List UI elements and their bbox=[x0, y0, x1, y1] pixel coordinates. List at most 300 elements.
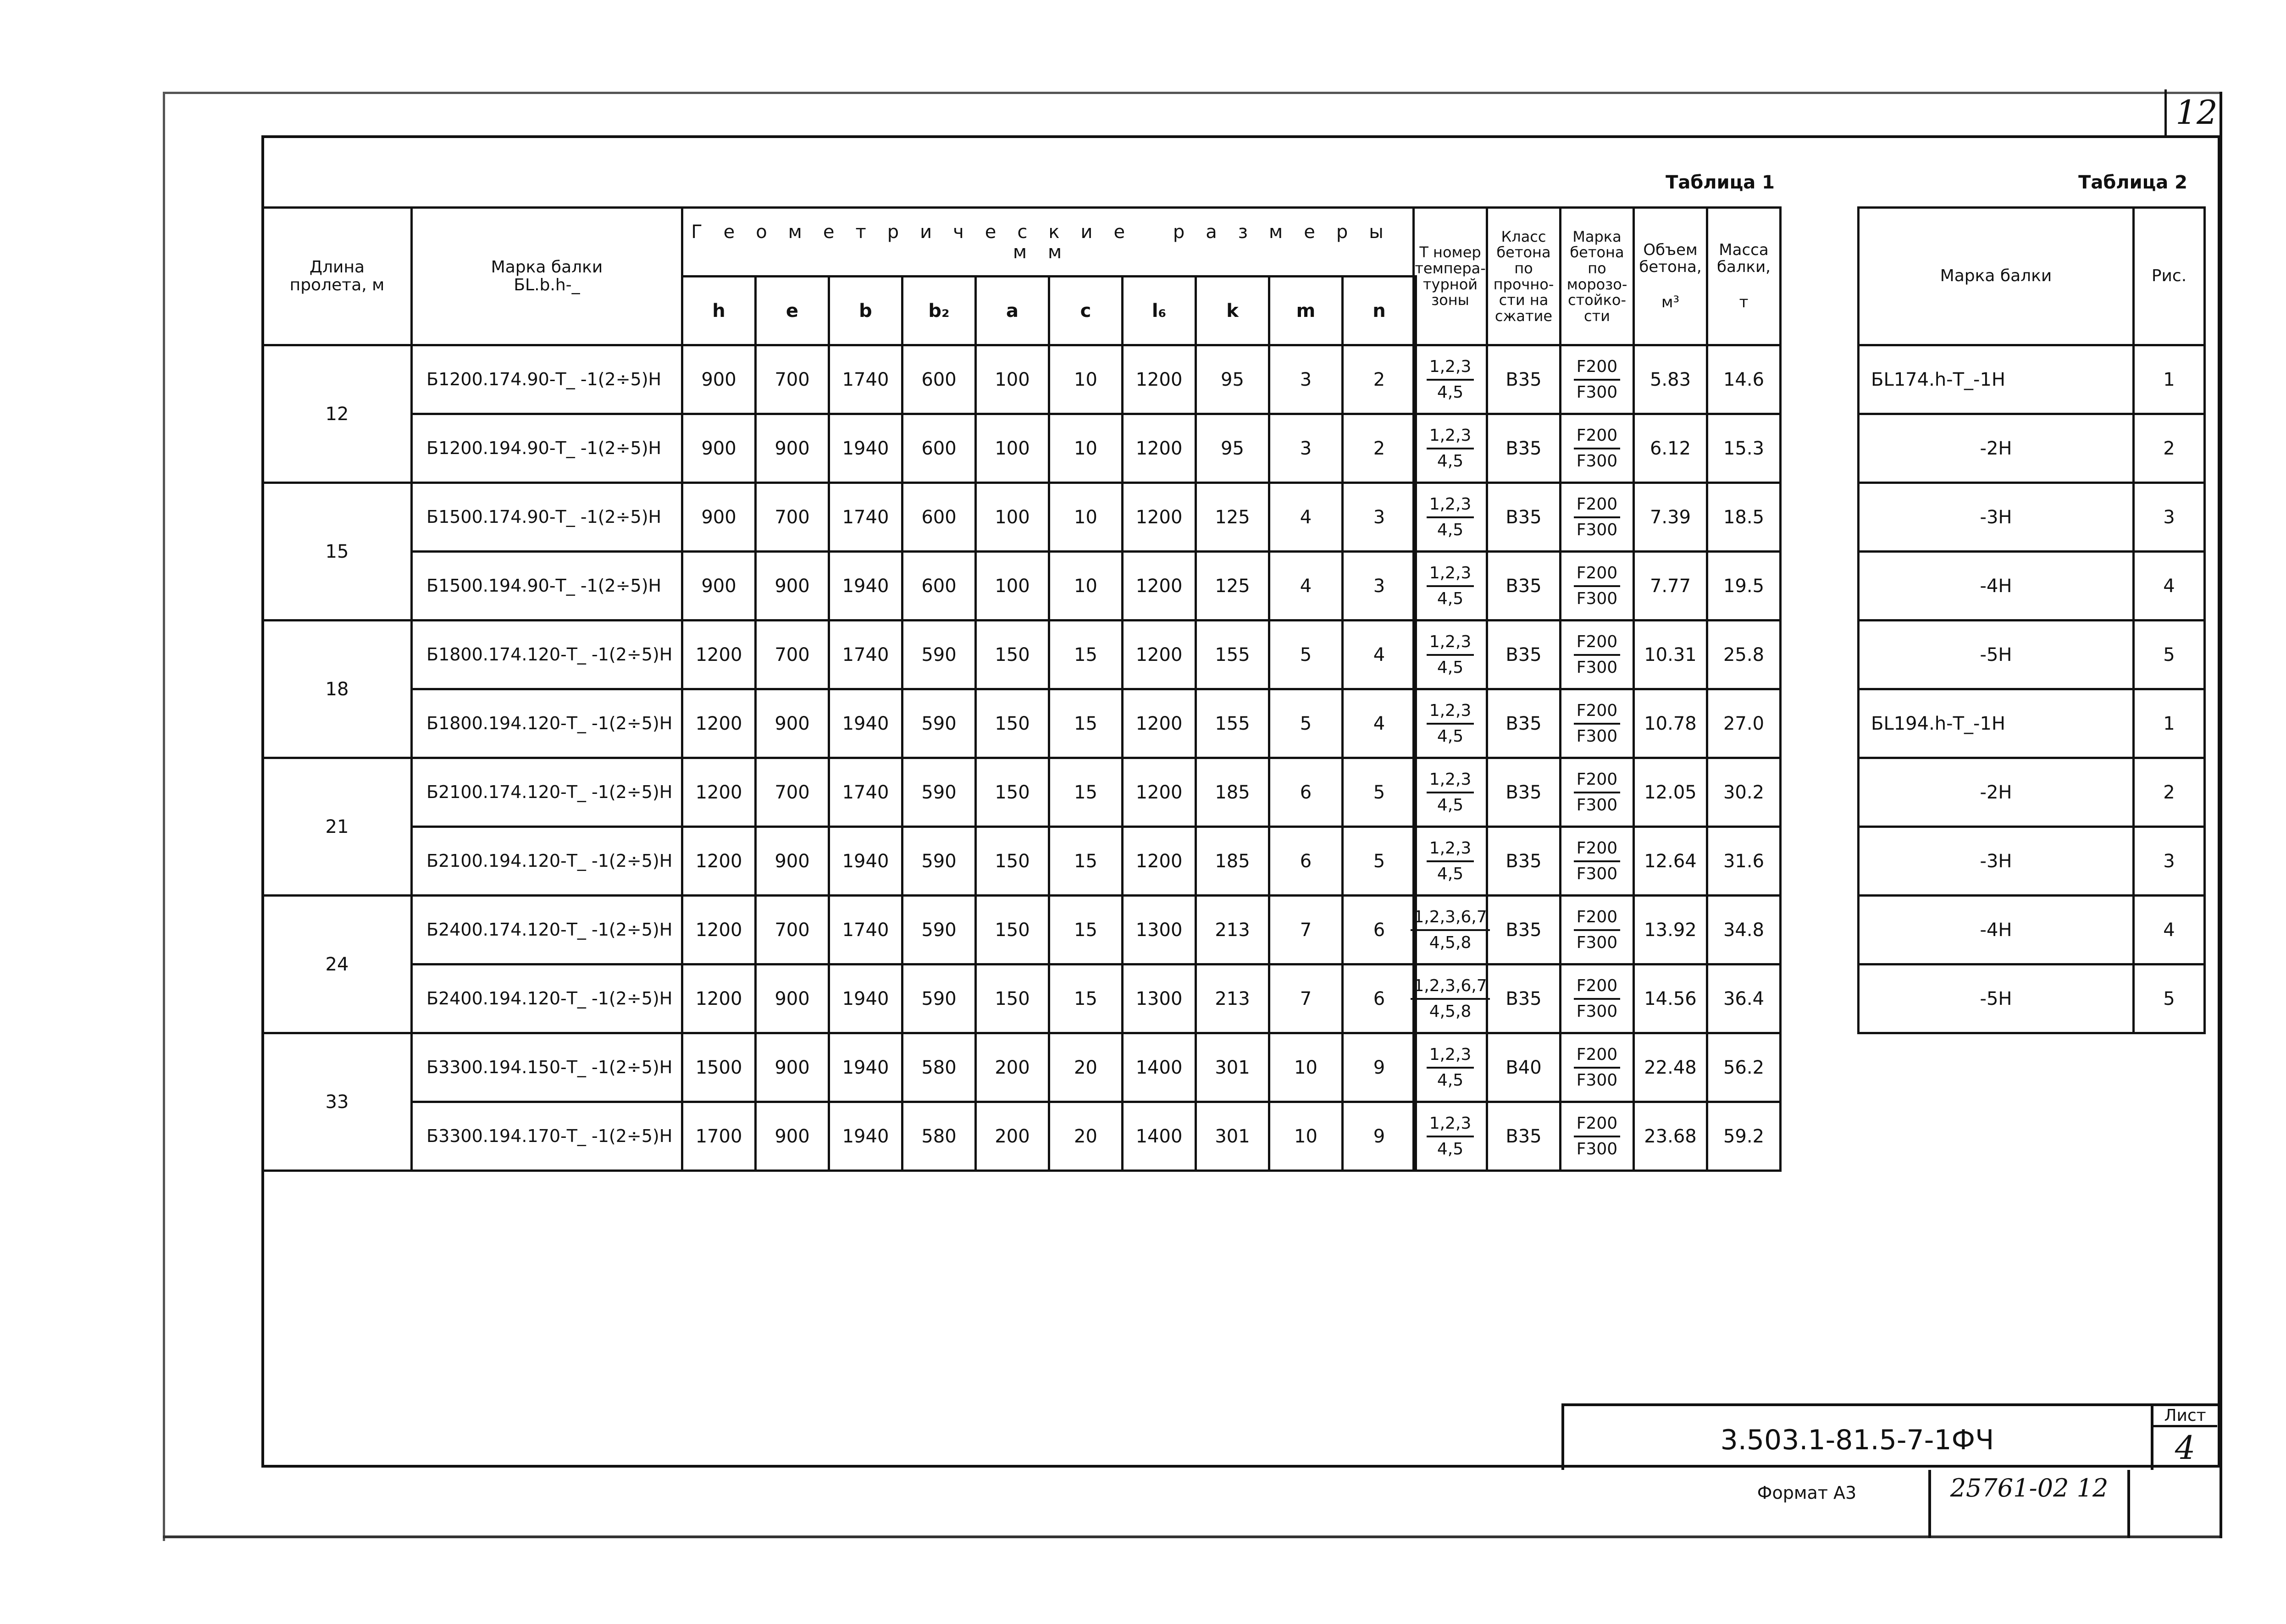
cell-temp bbox=[1412, 826, 1488, 897]
cell-k: 185 bbox=[1195, 757, 1270, 828]
cell-frost bbox=[1559, 1101, 1635, 1172]
t2-row-fig: 3 bbox=[2132, 826, 2206, 897]
row-mark: Б1800.194.120-Т_ -1(2÷5)Н bbox=[410, 688, 683, 759]
cell-class: В40 bbox=[1486, 1032, 1561, 1103]
header-geo-e: e bbox=[754, 275, 830, 346]
frost-top: F200 bbox=[1574, 563, 1620, 587]
header-geo-a: a bbox=[974, 275, 1050, 346]
cell-mass: 30.2 bbox=[1706, 757, 1782, 828]
cell-n: 9 bbox=[1341, 1032, 1417, 1103]
cell-b: 1740 bbox=[828, 482, 903, 553]
cell-k: 301 bbox=[1195, 1101, 1270, 1172]
cell-e: 700 bbox=[754, 894, 830, 965]
header-frost: Марка бетона по морозо-стойко-сти bbox=[1559, 206, 1635, 346]
temp-bottom: 4,5 bbox=[1437, 589, 1464, 608]
cell-a: 200 bbox=[974, 1101, 1050, 1172]
cell-b2: 590 bbox=[901, 963, 977, 1034]
temp-bottom: 4,5 bbox=[1437, 864, 1464, 883]
t2-row-mark: БL174.h-Т_-1Н bbox=[1857, 344, 2135, 415]
header-volume-unit: м³ bbox=[1661, 293, 1680, 311]
cell-a: 150 bbox=[974, 963, 1050, 1034]
cell-frost bbox=[1559, 688, 1635, 759]
t2-row-mark: -5Н bbox=[1857, 619, 2135, 690]
t2-row-fig: 1 bbox=[2132, 344, 2206, 415]
cell-b: 1940 bbox=[828, 1032, 903, 1103]
cell-e: 900 bbox=[754, 1101, 830, 1172]
cell-b2: 580 bbox=[901, 1032, 977, 1103]
cell-a: 200 bbox=[974, 1032, 1050, 1103]
cell-h: 900 bbox=[681, 550, 757, 621]
row-mark: Б1500.194.90-Т_ -1(2÷5)Н bbox=[410, 550, 683, 621]
t2-row-mark: БL194.h-Т_-1Н bbox=[1857, 688, 2135, 759]
header-geo-b: b bbox=[828, 275, 903, 346]
header-class: Класс бетона по прочно-сти на сжатие bbox=[1486, 206, 1561, 346]
sheet-corner-number: 12 bbox=[2175, 93, 2218, 132]
cell-e: 900 bbox=[754, 963, 830, 1034]
cell-frost bbox=[1559, 482, 1635, 553]
row-mark: Б1200.174.90-Т_ -1(2÷5)Н bbox=[410, 344, 683, 415]
cell-k: 95 bbox=[1195, 344, 1270, 415]
cell-a: 150 bbox=[974, 688, 1050, 759]
cell-h: 1200 bbox=[681, 894, 757, 965]
right-rail bbox=[2220, 92, 2222, 1538]
cell-b: 1940 bbox=[828, 688, 903, 759]
row-mark: Б2400.194.120-Т_ -1(2÷5)Н bbox=[410, 963, 683, 1034]
cell-volume: 7.77 bbox=[1633, 550, 1708, 621]
header-geo-l6: l₆ bbox=[1121, 275, 1197, 346]
frost-top: F200 bbox=[1574, 770, 1620, 793]
t2-row-mark: -4Н bbox=[1857, 550, 2135, 621]
frost-bottom: F300 bbox=[1576, 520, 1618, 539]
cell-c: 10 bbox=[1048, 550, 1124, 621]
temp-bottom: 4,5 bbox=[1437, 1070, 1464, 1090]
cell-class: В35 bbox=[1486, 550, 1561, 621]
cell-m: 10 bbox=[1268, 1032, 1344, 1103]
cell-c: 10 bbox=[1048, 344, 1124, 415]
cell-n: 4 bbox=[1341, 619, 1417, 690]
frost-top: F200 bbox=[1574, 976, 1620, 999]
t2-header-mark: Марка балки bbox=[1857, 206, 2135, 346]
temp-bottom: 4,5 bbox=[1437, 382, 1464, 402]
cell-b: 1740 bbox=[828, 894, 903, 965]
cell-e: 900 bbox=[754, 826, 830, 897]
cell-temp bbox=[1412, 413, 1488, 484]
cell-l6: 1200 bbox=[1121, 619, 1197, 690]
cell-e: 900 bbox=[754, 1032, 830, 1103]
cell-n: 5 bbox=[1341, 826, 1417, 897]
frost-bottom: F300 bbox=[1576, 451, 1618, 471]
frost-bottom: F300 bbox=[1576, 795, 1618, 815]
t2-row-fig: 2 bbox=[2132, 413, 2206, 484]
cell-h: 1200 bbox=[681, 688, 757, 759]
row-mark: Б3300.194.150-Т_ -1(2÷5)Н bbox=[410, 1032, 683, 1103]
cell-volume: 14.56 bbox=[1633, 963, 1708, 1034]
cell-h: 900 bbox=[681, 482, 757, 553]
cell-class: В35 bbox=[1486, 963, 1561, 1034]
temp-bottom: 4,5 bbox=[1437, 658, 1464, 677]
cell-volume: 6.12 bbox=[1633, 413, 1708, 484]
cell-class: В35 bbox=[1486, 413, 1561, 484]
table1-caption: Таблица 1 bbox=[1666, 172, 1775, 193]
cell-temp bbox=[1412, 550, 1488, 621]
frost-top: F200 bbox=[1574, 426, 1620, 449]
cell-c: 15 bbox=[1048, 963, 1124, 1034]
document-designation: 3.503.1-81.5-7-1ФЧ bbox=[1720, 1424, 1994, 1456]
cell-b2: 580 bbox=[901, 1101, 977, 1172]
cell-b: 1940 bbox=[828, 963, 903, 1034]
row-mark: Б2400.174.120-Т_ -1(2÷5)Н bbox=[410, 894, 683, 965]
cell-c: 10 bbox=[1048, 482, 1124, 553]
t2-row-mark: -4Н bbox=[1857, 894, 2135, 965]
temp-top: 1,2,3,6,7 bbox=[1411, 976, 1489, 999]
cell-mass: 31.6 bbox=[1706, 826, 1782, 897]
t2-row-mark: -3Н bbox=[1857, 482, 2135, 553]
cell-k: 125 bbox=[1195, 550, 1270, 621]
cell-k: 185 bbox=[1195, 826, 1270, 897]
cell-b: 1740 bbox=[828, 619, 903, 690]
cell-mass: 14.6 bbox=[1706, 344, 1782, 415]
cell-k: 155 bbox=[1195, 619, 1270, 690]
cell-class: В35 bbox=[1486, 826, 1561, 897]
cell-k: 301 bbox=[1195, 1032, 1270, 1103]
cell-l6: 1200 bbox=[1121, 482, 1197, 553]
cell-m: 6 bbox=[1268, 826, 1344, 897]
cell-m: 3 bbox=[1268, 344, 1344, 415]
cell-b: 1740 bbox=[828, 757, 903, 828]
cell-e: 900 bbox=[754, 688, 830, 759]
cell-h: 1200 bbox=[681, 963, 757, 1034]
cell-a: 100 bbox=[974, 344, 1050, 415]
frost-bottom: F300 bbox=[1576, 726, 1618, 746]
cell-c: 20 bbox=[1048, 1101, 1124, 1172]
cell-h: 1700 bbox=[681, 1101, 757, 1172]
row-mark: Б1200.194.90-Т_ -1(2÷5)Н bbox=[410, 413, 683, 484]
sheet-label: Лист bbox=[2153, 1404, 2217, 1427]
cell-n: 2 bbox=[1341, 344, 1417, 415]
cell-e: 700 bbox=[754, 757, 830, 828]
header-geo-h: h bbox=[681, 275, 757, 346]
cell-b2: 600 bbox=[901, 550, 977, 621]
t2-row-fig: 3 bbox=[2132, 482, 2206, 553]
cell-m: 3 bbox=[1268, 413, 1344, 484]
span-cell: 15 bbox=[261, 482, 413, 621]
temp-bottom: 4,5 bbox=[1437, 726, 1464, 746]
cell-e: 700 bbox=[754, 344, 830, 415]
t2-row-fig: 5 bbox=[2132, 619, 2206, 690]
cell-b2: 590 bbox=[901, 688, 977, 759]
header-mass bbox=[1706, 206, 1782, 346]
cell-temp bbox=[1412, 963, 1488, 1034]
cell-temp bbox=[1412, 482, 1488, 553]
header-geo-b2: b₂ bbox=[901, 275, 977, 346]
cell-l6: 1200 bbox=[1121, 826, 1197, 897]
bottom-rail bbox=[163, 1535, 2222, 1538]
cell-volume: 7.39 bbox=[1633, 482, 1708, 553]
row-mark: Б1500.174.90-Т_ -1(2÷5)Н bbox=[410, 482, 683, 553]
cell-m: 4 bbox=[1268, 550, 1344, 621]
frost-bottom: F300 bbox=[1576, 1002, 1618, 1021]
cell-class: В35 bbox=[1486, 1101, 1561, 1172]
cell-frost bbox=[1559, 963, 1635, 1034]
cell-l6: 1200 bbox=[1121, 550, 1197, 621]
cell-n: 2 bbox=[1341, 413, 1417, 484]
temp-top: 1,2,3 bbox=[1427, 701, 1474, 724]
temp-top: 1,2,3 bbox=[1427, 1045, 1474, 1068]
cell-k: 125 bbox=[1195, 482, 1270, 553]
header-geo-c: c bbox=[1048, 275, 1124, 346]
cell-mass: 19.5 bbox=[1706, 550, 1782, 621]
cell-k: 95 bbox=[1195, 413, 1270, 484]
cell-frost bbox=[1559, 344, 1635, 415]
cell-temp bbox=[1412, 894, 1488, 965]
cell-b2: 600 bbox=[901, 344, 977, 415]
t2-row-fig: 4 bbox=[2132, 550, 2206, 621]
row-mark: Б2100.194.120-Т_ -1(2÷5)Н bbox=[410, 826, 683, 897]
frost-bottom: F300 bbox=[1576, 864, 1618, 883]
temp-bottom: 4,5 bbox=[1437, 520, 1464, 539]
header-volume bbox=[1633, 206, 1708, 346]
cell-temp bbox=[1412, 344, 1488, 415]
temp-top: 1,2,3 bbox=[1427, 632, 1474, 655]
t2-row-mark: -2Н bbox=[1857, 757, 2135, 828]
cell-temp bbox=[1412, 619, 1488, 690]
cell-c: 15 bbox=[1048, 894, 1124, 965]
temp-top: 1,2,3 bbox=[1427, 357, 1474, 380]
cell-b2: 590 bbox=[901, 894, 977, 965]
t2-row-fig: 5 bbox=[2132, 963, 2206, 1034]
cell-e: 700 bbox=[754, 482, 830, 553]
cell-a: 150 bbox=[974, 757, 1050, 828]
span-cell: 18 bbox=[261, 619, 413, 759]
frost-top: F200 bbox=[1574, 1114, 1620, 1137]
cell-k: 213 bbox=[1195, 963, 1270, 1034]
cell-volume: 13.92 bbox=[1633, 894, 1708, 965]
cell-temp bbox=[1412, 688, 1488, 759]
cell-l6: 1400 bbox=[1121, 1032, 1197, 1103]
cell-a: 100 bbox=[974, 413, 1050, 484]
cell-l6: 1200 bbox=[1121, 413, 1197, 484]
format-label: Формат А3 bbox=[1757, 1483, 1857, 1503]
cell-a: 100 bbox=[974, 482, 1050, 553]
cell-m: 7 bbox=[1268, 963, 1344, 1034]
header-geo-n: n bbox=[1341, 275, 1417, 346]
cell-m: 5 bbox=[1268, 619, 1344, 690]
row-mark: Б3300.194.170-Т_ -1(2÷5)Н bbox=[410, 1101, 683, 1172]
frost-top: F200 bbox=[1574, 494, 1620, 518]
cell-mass: 34.8 bbox=[1706, 894, 1782, 965]
temp-bottom: 4,5,8 bbox=[1429, 933, 1472, 952]
cell-n: 3 bbox=[1341, 550, 1417, 621]
cell-b2: 590 bbox=[901, 619, 977, 690]
t2-header-fig: Рис. bbox=[2132, 206, 2206, 346]
cell-b2: 600 bbox=[901, 482, 977, 553]
temp-top: 1,2,3 bbox=[1427, 770, 1474, 793]
header-mark: Марка балки БL.b.h-_ bbox=[410, 206, 683, 346]
cell-volume: 12.64 bbox=[1633, 826, 1708, 897]
t2-row-fig: 4 bbox=[2132, 894, 2206, 965]
cell-e: 700 bbox=[754, 619, 830, 690]
cell-l6: 1300 bbox=[1121, 894, 1197, 965]
temp-bottom: 4,5 bbox=[1437, 451, 1464, 471]
cell-frost bbox=[1559, 1032, 1635, 1103]
table2-caption: Таблица 2 bbox=[2078, 172, 2187, 193]
cell-frost bbox=[1559, 550, 1635, 621]
cell-n: 3 bbox=[1341, 482, 1417, 553]
cell-class: В35 bbox=[1486, 894, 1561, 965]
cell-mass: 36.4 bbox=[1706, 963, 1782, 1034]
frost-top: F200 bbox=[1574, 357, 1620, 380]
cell-e: 900 bbox=[754, 413, 830, 484]
cell-n: 4 bbox=[1341, 688, 1417, 759]
cell-a: 150 bbox=[974, 826, 1050, 897]
t2-row-fig: 1 bbox=[2132, 688, 2206, 759]
cell-l6: 1300 bbox=[1121, 963, 1197, 1034]
frost-bottom: F300 bbox=[1576, 1139, 1618, 1158]
cell-class: В35 bbox=[1486, 619, 1561, 690]
cell-mass: 25.8 bbox=[1706, 619, 1782, 690]
cell-l6: 1200 bbox=[1121, 344, 1197, 415]
frost-top: F200 bbox=[1574, 907, 1620, 931]
cell-frost bbox=[1559, 619, 1635, 690]
cell-b: 1940 bbox=[828, 550, 903, 621]
row-mark: Б2100.174.120-Т_ -1(2÷5)Н bbox=[410, 757, 683, 828]
t2-row-mark: -3Н bbox=[1857, 826, 2135, 897]
temp-top: 1,2,3 bbox=[1427, 426, 1474, 449]
cell-frost bbox=[1559, 413, 1635, 484]
cell-b: 1940 bbox=[828, 1101, 903, 1172]
cell-frost bbox=[1559, 826, 1635, 897]
cell-c: 15 bbox=[1048, 619, 1124, 690]
row-mark: Б1800.174.120-Т_ -1(2÷5)Н bbox=[410, 619, 683, 690]
header-geo-m: m bbox=[1268, 275, 1344, 346]
cell-class: В35 bbox=[1486, 688, 1561, 759]
cell-e: 900 bbox=[754, 550, 830, 621]
cell-b: 1940 bbox=[828, 826, 903, 897]
cell-c: 10 bbox=[1048, 413, 1124, 484]
temp-top: 1,2,3 bbox=[1427, 494, 1474, 518]
cell-volume: 10.78 bbox=[1633, 688, 1708, 759]
cell-volume: 23.68 bbox=[1633, 1101, 1708, 1172]
cell-m: 7 bbox=[1268, 894, 1344, 965]
header-span: Длина пролета, м bbox=[261, 206, 413, 346]
header-geometry: Геометрические размеры мм bbox=[681, 206, 1415, 277]
cell-b: 1740 bbox=[828, 344, 903, 415]
frost-bottom: F300 bbox=[1576, 658, 1618, 677]
temp-bottom: 4,5,8 bbox=[1429, 1002, 1472, 1021]
header-mass-label: Масса балки, bbox=[1717, 241, 1771, 277]
cell-m: 4 bbox=[1268, 482, 1344, 553]
cell-c: 20 bbox=[1048, 1032, 1124, 1103]
cell-a: 150 bbox=[974, 894, 1050, 965]
header-volume-label: Объем бетона, bbox=[1639, 241, 1702, 277]
cell-frost bbox=[1559, 894, 1635, 965]
cell-h: 1200 bbox=[681, 757, 757, 828]
cell-k: 155 bbox=[1195, 688, 1270, 759]
cell-volume: 10.31 bbox=[1633, 619, 1708, 690]
cell-m: 6 bbox=[1268, 757, 1344, 828]
cell-c: 15 bbox=[1048, 757, 1124, 828]
header-geo-k: k bbox=[1195, 275, 1270, 346]
cell-h: 1200 bbox=[681, 826, 757, 897]
frost-top: F200 bbox=[1574, 701, 1620, 724]
temp-bottom: 4,5 bbox=[1437, 795, 1464, 815]
cell-b2: 590 bbox=[901, 826, 977, 897]
cell-frost bbox=[1559, 757, 1635, 828]
cell-mass: 27.0 bbox=[1706, 688, 1782, 759]
cell-b: 1940 bbox=[828, 413, 903, 484]
temp-top: 1,2,3,6,7 bbox=[1411, 907, 1489, 931]
frost-top: F200 bbox=[1574, 632, 1620, 655]
header-mass-unit: т bbox=[1739, 293, 1749, 311]
cell-l6: 1200 bbox=[1121, 757, 1197, 828]
cell-class: В35 bbox=[1486, 344, 1561, 415]
header-temp: T номер темпера-турной зоны bbox=[1412, 206, 1488, 346]
cell-volume: 5.83 bbox=[1633, 344, 1708, 415]
cell-n: 9 bbox=[1341, 1101, 1417, 1172]
cell-class: В35 bbox=[1486, 757, 1561, 828]
cell-mass: 15.3 bbox=[1706, 413, 1782, 484]
temp-top: 1,2,3 bbox=[1427, 1114, 1474, 1137]
archive-number: 25761-02 12 bbox=[1950, 1474, 2109, 1502]
cell-n: 6 bbox=[1341, 894, 1417, 965]
t2-row-mark: -2Н bbox=[1857, 413, 2135, 484]
frost-top: F200 bbox=[1574, 1045, 1620, 1068]
cell-l6: 1200 bbox=[1121, 688, 1197, 759]
cell-n: 5 bbox=[1341, 757, 1417, 828]
cell-m: 5 bbox=[1268, 688, 1344, 759]
cell-mass: 59.2 bbox=[1706, 1101, 1782, 1172]
cell-volume: 12.05 bbox=[1633, 757, 1708, 828]
cell-h: 1500 bbox=[681, 1032, 757, 1103]
cell-k: 213 bbox=[1195, 894, 1270, 965]
frost-bottom: F300 bbox=[1576, 1070, 1618, 1090]
frost-bottom: F300 bbox=[1576, 589, 1618, 608]
span-cell: 21 bbox=[261, 757, 413, 897]
cell-h: 900 bbox=[681, 344, 757, 415]
span-cell: 24 bbox=[261, 894, 413, 1034]
sheet-number: 4 bbox=[2175, 1429, 2196, 1467]
cell-mass: 18.5 bbox=[1706, 482, 1782, 553]
cell-volume: 22.48 bbox=[1633, 1032, 1708, 1103]
cell-b2: 590 bbox=[901, 757, 977, 828]
t2-row-fig: 2 bbox=[2132, 757, 2206, 828]
cell-mass: 56.2 bbox=[1706, 1032, 1782, 1103]
cell-c: 15 bbox=[1048, 688, 1124, 759]
span-cell: 33 bbox=[261, 1032, 413, 1172]
cell-class: В35 bbox=[1486, 482, 1561, 553]
cell-temp bbox=[1412, 1032, 1488, 1103]
frost-top: F200 bbox=[1574, 838, 1620, 862]
cell-temp bbox=[1412, 1101, 1488, 1172]
cell-b2: 600 bbox=[901, 413, 977, 484]
cell-a: 100 bbox=[974, 550, 1050, 621]
cell-c: 15 bbox=[1048, 826, 1124, 897]
frost-bottom: F300 bbox=[1576, 933, 1618, 952]
cell-temp bbox=[1412, 757, 1488, 828]
temp-top: 1,2,3 bbox=[1427, 563, 1474, 587]
temp-bottom: 4,5 bbox=[1437, 1139, 1464, 1158]
cell-h: 1200 bbox=[681, 619, 757, 690]
span-cell: 12 bbox=[261, 344, 413, 484]
frost-bottom: F300 bbox=[1576, 382, 1618, 402]
cell-h: 900 bbox=[681, 413, 757, 484]
temp-top: 1,2,3 bbox=[1427, 838, 1474, 862]
t2-row-mark: -5Н bbox=[1857, 963, 2135, 1034]
cell-l6: 1400 bbox=[1121, 1101, 1197, 1172]
cell-m: 10 bbox=[1268, 1101, 1344, 1172]
cell-n: 6 bbox=[1341, 963, 1417, 1034]
cell-a: 150 bbox=[974, 619, 1050, 690]
